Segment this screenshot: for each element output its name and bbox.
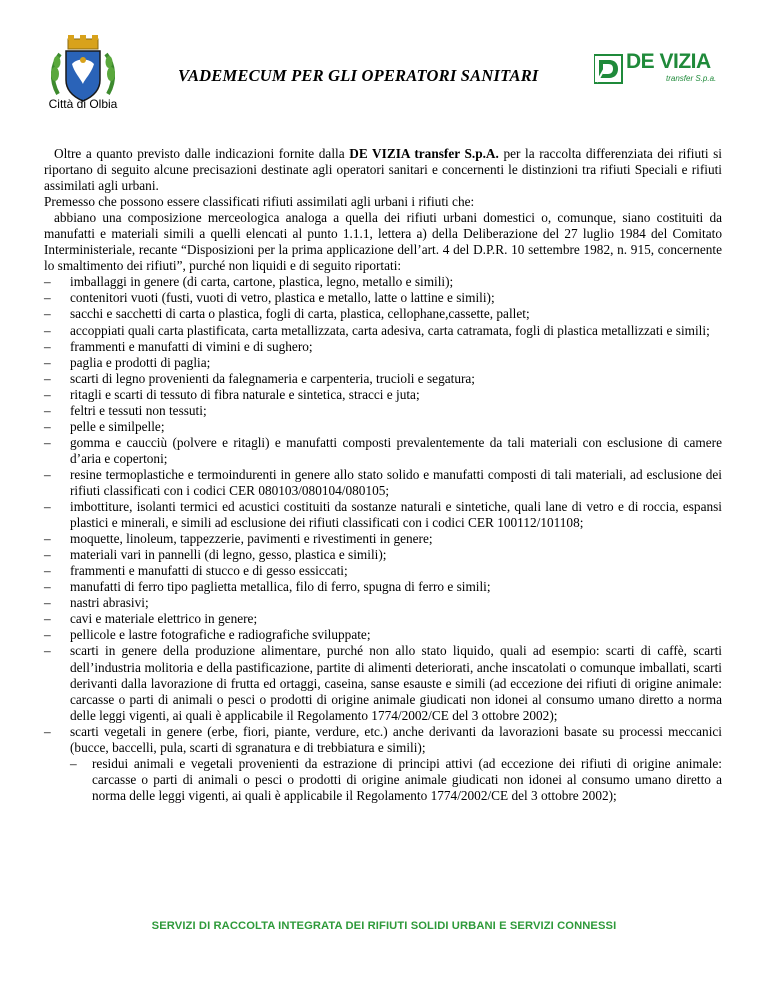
condition-paragraph: abbiano una composizione merceologica analoga a quella dei rifiuti urbani domestici o, comunque, siano costituiti da manufatti e materiali simili a quelli elencati al punto 1.1.1, lettera a) della Deliberazione del 27 luglio 1984 del Comitato Interministeriale, recante “Disposizioni per la prima applicazione dell’art. 4 del D.P.R. 10 settembre 1982, n. 915, concernente lo smaltimento dei rifiuti”, purché non liquidi e di seguito riportati:	[44, 210, 722, 274]
intro-paragraph	[44, 146, 722, 194]
list-item: – contenitori vuoti (fusti, vuoti di vetro, plastica e metallo, latte o lattine e simili);	[44, 290, 722, 306]
list-item: – scarti di legno provenienti da falegnameria e carpenteria, trucioli e segatura;	[44, 371, 722, 387]
premise-paragraph: Premesso che possono essere classificati rifiuti assimilati agli urbani i rifiuti che:	[44, 194, 475, 210]
list-item: – imballaggi in genere (di carta, cartone, plastica, legno, metallo e simili);	[44, 274, 722, 290]
list-item: – scarti in genere della produzione alimentare, purché non allo stato liquido, quali ad esempio: scarti di caffè, scarti dell’industria molitoria e della pastificazione, partite di alimenti deteriorati, anche inscatolati o comunque imballati, scarti derivanti dalla lavorazione di frutta ed ortaggi, caseina, sanse esauste e simili (ad eccezione dei rifiuti di origine animale: carcasse o parti di animali o pesci o prodotti di origine animale giudicati non idonei al consumo umano diretto a norma delle leggi vigenti, ai quali è applicabile il Regolamento 1774/2002/CE del 3 ottobre 2002);	[44, 643, 722, 723]
list-item: – paglia e prodotti di paglia;	[44, 355, 722, 371]
list-item-text: scarti vegetali in genere (erbe, fiori, piante, verdure, etc.) anche derivanti da lavorazioni basate su processi meccanici (bucce, baccelli, pula, scarti di sgranatura e di trebbiatura e simili);	[70, 723, 722, 755]
logo-subtitle: transfer S.p.a.	[666, 74, 717, 83]
list-item: – frammenti e manufatti di vimini e di sughero;	[44, 339, 722, 355]
document-body	[44, 146, 722, 804]
list-item: – ritagli e scarti di tessuto di fibra naturale e sintetica, stracci e juta;	[44, 387, 722, 403]
list-item: – accoppiati quali carta plastificata, carta metallizzata, carta adesiva, carta catramata, fogli di plastica metallizzati e simili;	[44, 323, 722, 339]
page-header	[0, 0, 768, 130]
list-item: – resine termoplastiche e termoindurenti in genere allo stato solido e manufatti composti di tali materiali, ad esclusione dei rifiuti classificati con i codici CER 080103/080104/080105;	[44, 467, 722, 499]
list-item: – imbottiture, isolanti termici ed acustici costituiti da sostanze naturali e sintetiche, quali lane di vetro e di roccia, espansi plastici e minerali, e simili ad esclusione dei rifiuti classificati con i codici CER 100112/101108;	[44, 499, 722, 531]
list-item: – manufatti di ferro tipo paglietta metallica, filo di ferro, spugna di ferro e simili;	[44, 579, 722, 595]
company-name: DE VIZIA transfer S.p.A.	[349, 146, 499, 161]
list-item: – sacchi e sacchetti di carta o plastica, fogli di carta, plastica, cellophane,cassette, pallet;	[44, 306, 722, 322]
list-item: – feltri e tessuti non tessuti;	[44, 403, 722, 419]
city-name: Città di Olbia	[48, 97, 118, 111]
list-item-with-sub	[44, 724, 722, 804]
sub-list-item: – residui animali e vegetali provenienti da estrazione di principi attivi (ad eccezione dei rifiuti di origine animale: carcasse o parti di animali o pesci o prodotti di origine animale giudicati non idonei al consumo umano diretto a norma delle leggi vigenti, ai quali è applicabile il Regolamento 1774/2002/CE del 3 ottobre 2002);	[70, 756, 722, 804]
intro-text-post: per la raccolta differenziata dei rifiuti si riportano di seguito alcune precisazioni destinate agli operatori sanitari e concernenti le distinzioni tra rifiuti Speciali e rifiuti assimilati agli urbani.	[44, 146, 723, 194]
logo-wordmark: DE VIZIA	[626, 50, 711, 73]
waste-list	[44, 274, 722, 804]
document-title: VADEMECUM PER GLI OPERATORI SANITARI	[178, 66, 539, 85]
sub-list	[70, 756, 722, 804]
list-item: – cavi e materiale elettrico in genere;	[44, 611, 722, 627]
list-item: – nastri abrasivi;	[44, 595, 722, 611]
intro-text-pre: Oltre a quanto previsto dalle indicazioni fornite dalla	[54, 146, 350, 161]
page-footer: SERVIZI DI RACCOLTA INTEGRATA DEI RIFIUTI SOLIDI URBANI E SERVIZI CONNESSI	[151, 920, 617, 932]
list-item: – moquette, linoleum, tappezzerie, pavimenti e rivestimenti in genere;	[44, 531, 722, 547]
list-item: – pelle e similpelle;	[44, 419, 722, 435]
list-item: – gomma e caucciù (polvere e ritagli) e manufatti composti prevalentemente da tali materiali con esclusione di camere d’aria e copertoni;	[44, 435, 722, 467]
list-item: – pellicole e lastre fotografiche e radiografiche sviluppate;	[44, 627, 722, 643]
list-item: – frammenti e manufatti di stucco e di gesso essiccati;	[44, 563, 722, 579]
list-item: – materiali vari in pannelli (di legno, gesso, plastica e simili);	[44, 547, 722, 563]
